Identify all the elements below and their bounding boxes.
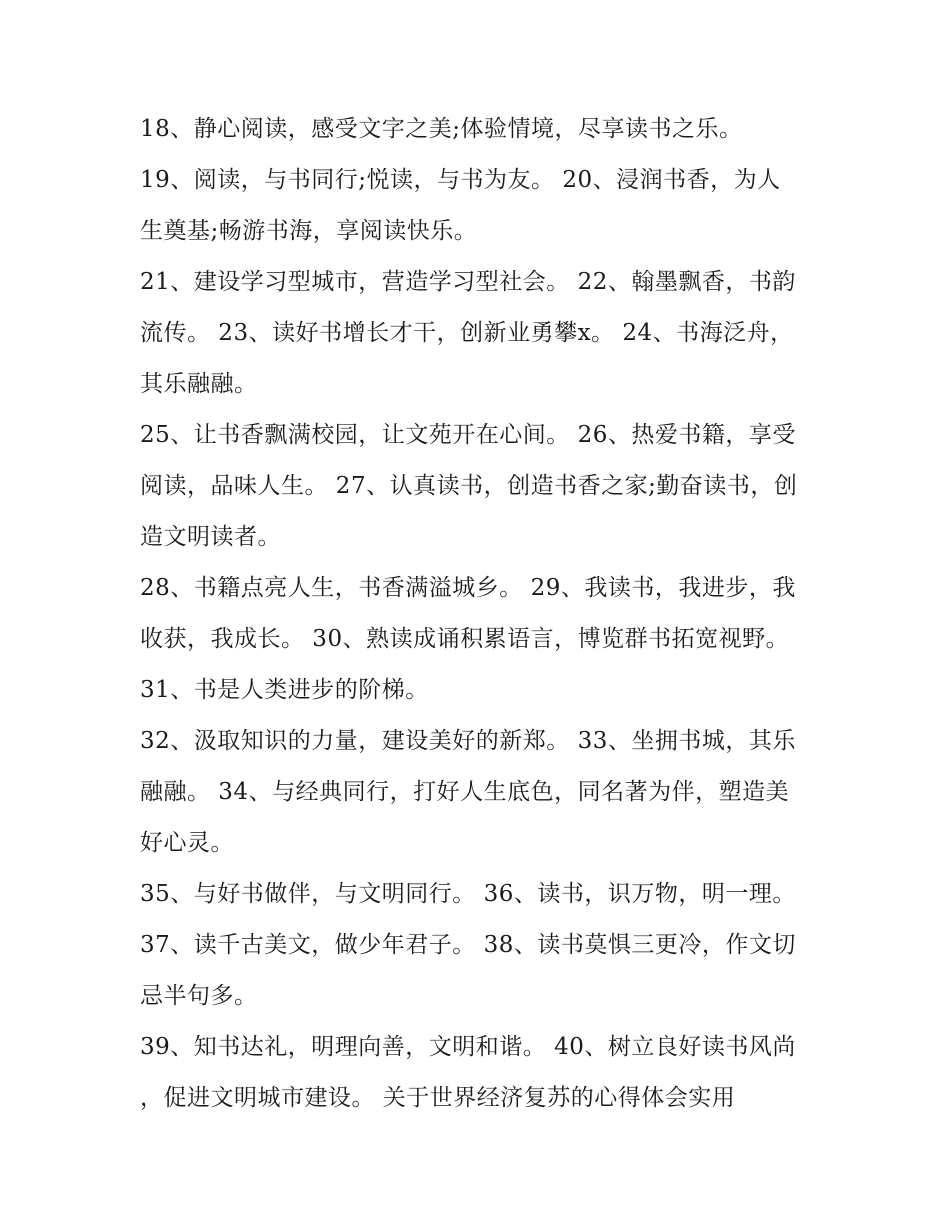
document-body [140,104,800,1124]
paragraph-25-27: 25、让书香飘满校园，让文苑开在心间。 26、热爱书籍，享受阅读，品味人生。 27、认真读书，创造书香之家;勤奋读书，创造文明读者。 [140,422,798,550]
paragraph-21-24: 21、建设学习型城市，营造学习型社会。 22、翰墨飘香，书韵流传。 23、读好书增长才干，创新业勇攀x。 24、书海泛舟，其乐融融。 [140,269,796,397]
paragraph-28-31: 28、书籍点亮人生，书香满溢城乡。 29、我读书，我进步，我收获，我成长。 30、熟读成诵积累语言，博览群书拓宽视野。 31、书是人类进步的阶梯。 [140,575,796,703]
paragraph-35-38: 35、与好书做伴，与文明同行。 36、读书，识万物，明一理。 37、读千古美文，做少年君子。 38、读书莫惧三更冷，作文切忌半句多。 [140,881,796,1009]
paragraph-32-34: 32、汲取知识的力量，建设美好的新郑。 33、坐拥书城，其乐融融。 34、与经典同行，打好人生底色，同名著为伴，塑造美好心灵。 [140,728,796,856]
paragraph-19-20: 19、阅读，与书同行;悦读，与书为友。 20、浸润书香，为人生奠基;畅游书海，享阅读快乐。 [140,167,781,244]
paragraph-18: 18、静心阅读，感受文字之美;体验情境，尽享读书之乐。 [140,116,743,142]
paragraph-39-40: 39、知书达礼，明理向善，文明和谐。 40、树立良好读书风尚，促进文明城市建设。 关于世界经济复苏的心得体会实用 [140,1034,796,1111]
